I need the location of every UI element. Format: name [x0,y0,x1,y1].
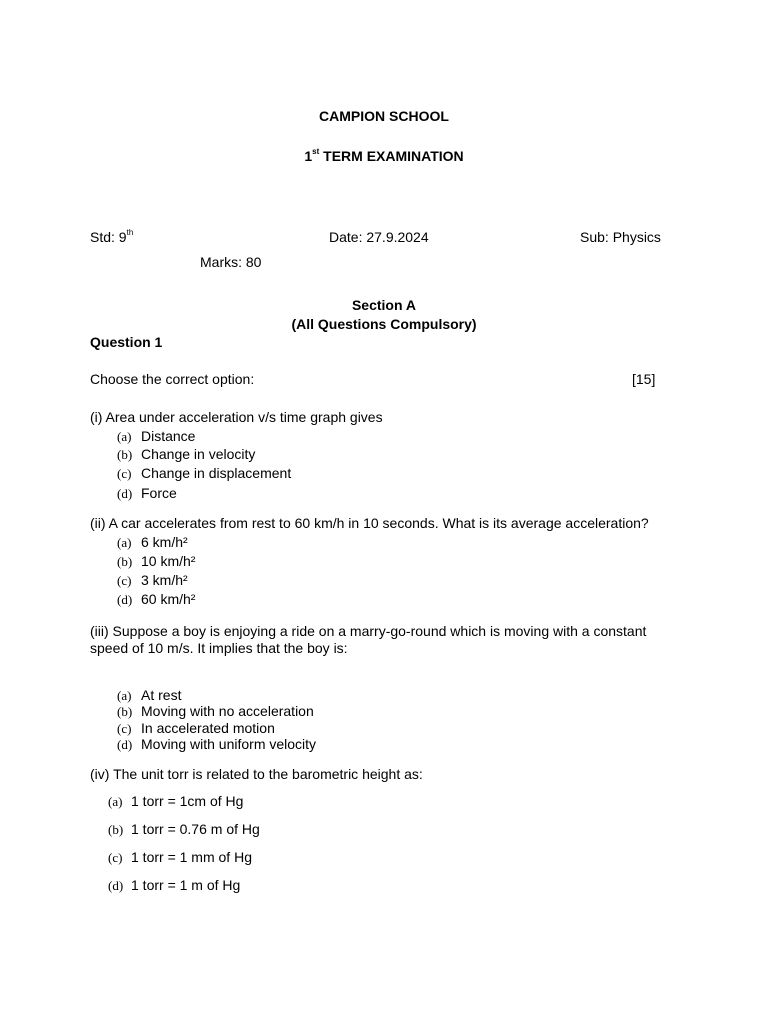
option-iii-a: (a) At rest [117,687,182,703]
option-iii-b: (b) Moving with no acceleration [117,703,314,719]
question-item-iv: (iv) The unit torr is related to the barometric height as: [90,766,423,782]
option-iii-c: (c) In accelerated motion [117,720,275,736]
option-iv-c: (c) 1 torr = 1 mm of Hg [108,849,252,865]
option-iv-b: (b) 1 torr = 0.76 m of Hg [108,821,260,837]
option-i-a: (a) Distance [117,428,196,444]
subject: Sub: Physics [580,229,661,245]
option-iii-d: (d) Moving with uniform velocity [117,736,317,752]
option-i-c: (c) Change in displacement [117,465,292,481]
term-rest: TERM EXAMINATION [319,148,464,164]
option-ii-a: (a) 6 km/h² [117,534,188,550]
question-title: Question 1 [90,334,163,350]
option-ii-c: (c) 3 km/h² [117,572,188,588]
question-item-i: (i) Area under acceleration v/s time graph gives [90,409,383,425]
exam-date: Date: 27.9.2024 [329,229,429,245]
exam-title [0,148,768,164]
total-marks: Marks: 80 [200,254,262,270]
question-item-ii: (ii) A car accelerates from rest to 60 km/h in 10 seconds. What is its average acceleration? [90,515,649,531]
school-name: CAMPION SCHOOL [319,108,449,124]
std-suffix: th [126,228,134,238]
question-instruction: Choose the correct option: [90,371,255,387]
term-suffix: st [312,147,320,157]
option-iv-a: (a) 1 torr = 1cm of Hg [108,793,244,809]
std-label: Std: 9 [90,229,127,245]
option-iv-d: (d) 1 torr = 1 m of Hg [108,877,241,893]
option-ii-b: (b) 10 km/h² [117,553,196,569]
question-item-iii: (iii) Suppose a boy is enjoying a ride on a marry-go-round which is moving with a constant speed of 10 m/s. It implies that the boy is: [90,623,647,656]
option-i-b: (b) Change in velocity [117,446,256,462]
term-number: 1 [304,148,313,164]
section-title: Section A [351,297,417,313]
question-marks: [15] [632,371,656,387]
section-subtitle: (All Questions Compulsory) [291,316,477,332]
std-info [90,229,133,245]
option-ii-d: (d) 60 km/h² [117,591,196,607]
option-i-d: (d) Force [117,485,177,501]
